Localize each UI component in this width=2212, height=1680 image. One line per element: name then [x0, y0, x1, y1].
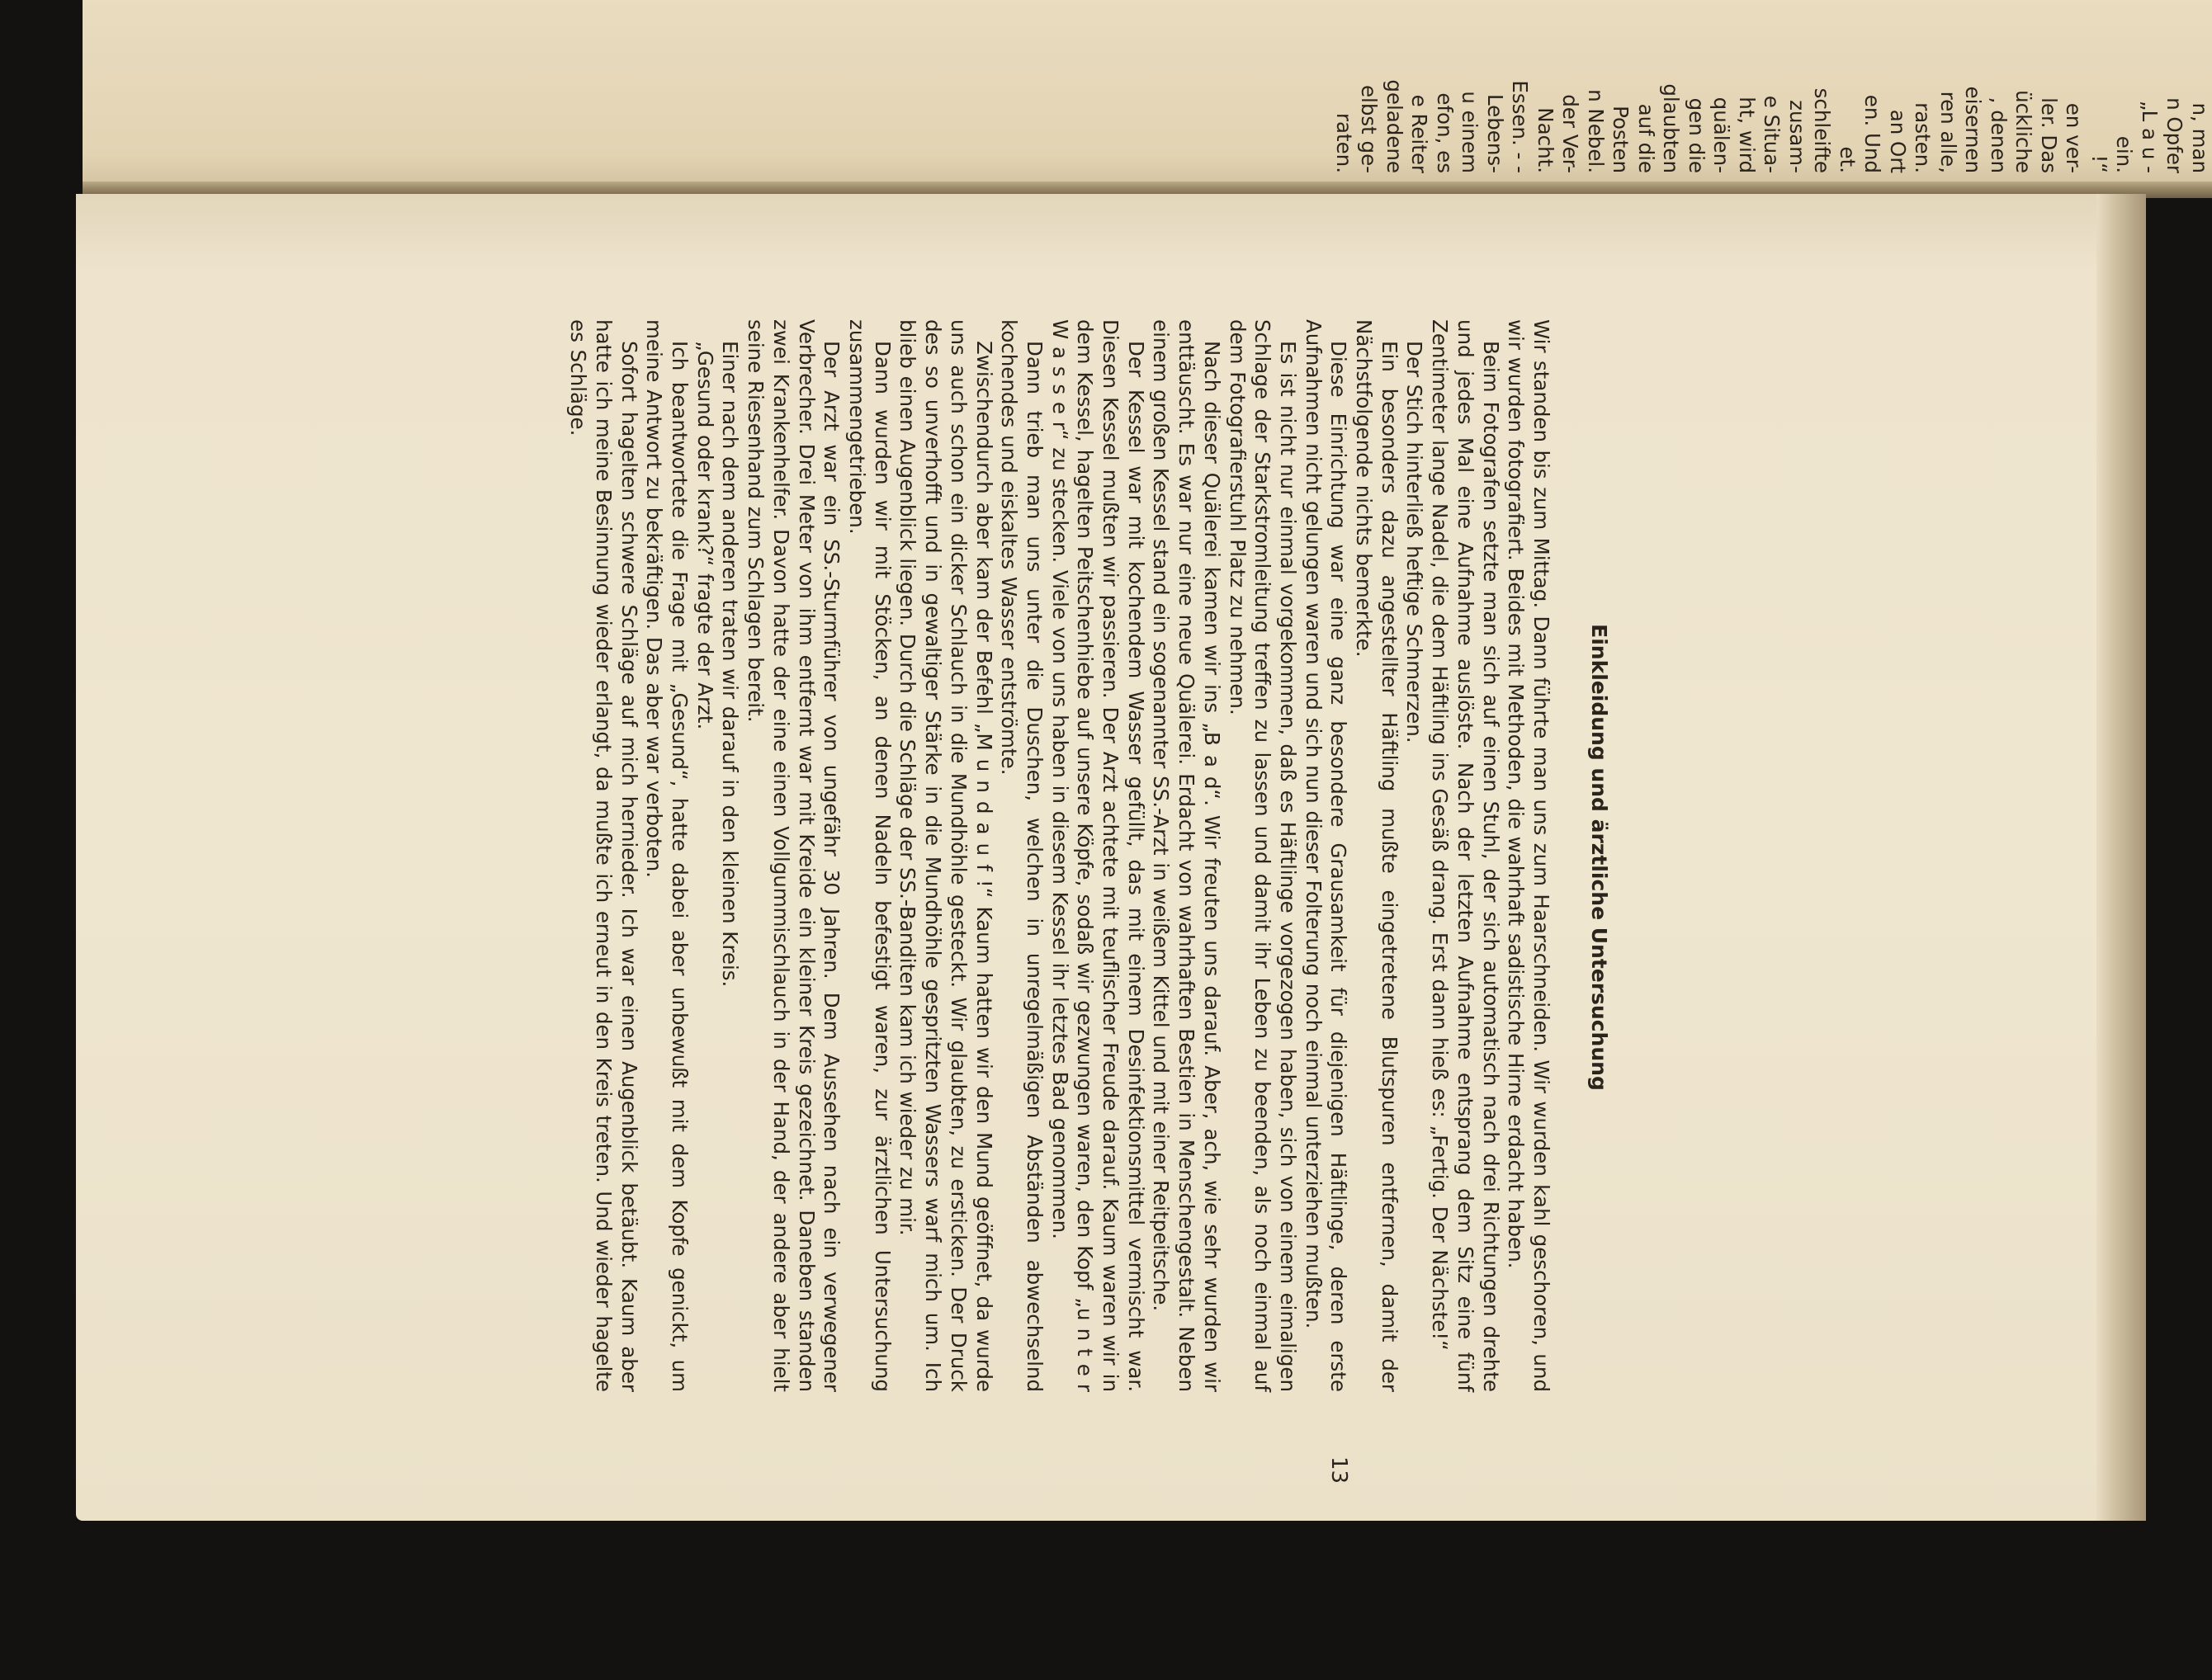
- body-paragraph: Der Arzt war ein SS.-Sturmführer von ungefähr 30 Jahren. Dem Aussehen nach ein verwegener Verbrecher. Drei Meter von ihm entfernt war mit Kreide ein kleiner Kreis gezeichnet. Daneben standen zwei Krankenhelfer. Davon hatte der eine einen Vollgummischlauch in der Hand, der andere aber hielt seine Riesenhand zum Schlagen bereit.: [744, 319, 844, 1392]
- left-page-line-fragment: der Ver-: [1558, 94, 1583, 173]
- chapter-heading: Einkleidung und ärztliche Untersuchung: [1587, 624, 1611, 1091]
- body-paragraph: Der Kessel war mit kochendem Wasser gefüllt, das mit einem Desinfektionsmittel vermischt war. Diesen Kessel mußten wir passieren. Der Arzt achtete mit teuflischer Freude darauf. Kaum waren wir in dem Kessel, hagelten Peitschenhiebe auf unsere Köpfe, sodaß wir gezwungen waren, den Kopf „u n t e r W a s s e r“ zu stecken. Viele von uns haben in diesem Kessel ihr letztes Bad genommen.: [1047, 319, 1148, 1392]
- left-page-text-fragments: [1331, 8, 2212, 173]
- left-page-line-fragment: ren alle,: [1936, 91, 1960, 173]
- page-number: 13: [1326, 1456, 1351, 1484]
- left-page-line-fragment: efon, es: [1433, 92, 1457, 173]
- left-page-line-fragment: en. Und: [1860, 94, 1885, 173]
- page-content-rotated: [76, 194, 2139, 1521]
- body-paragraph: Zwischendurch aber kam der Befehl „M u n d a u f !“ Kaum hatten wir den Mund geöffnet, da wurde uns auch schon ein dicker Schlauch in die Mundhöhle gesteckt. Wir glaubten, zu ersticken. Der Druck des so unverhofft und in gewaltiger Stärke in die Mundhöhle gespritzten Wassers warf mich um. Ich blieb einen Augenblick liegen. Durch die Schläge der SS.-Banditen kam ich wieder zu mir.: [896, 319, 996, 1392]
- left-page-line-fragment: !“: [2087, 154, 2111, 173]
- left-page-line-fragment: elbst ge-: [1357, 84, 1382, 173]
- left-page-line-fragment: Posten: [1609, 106, 1633, 173]
- page-edge: [2096, 194, 2146, 1521]
- left-page-line-fragment: geladene: [1382, 79, 1406, 173]
- left-page-line-fragment: ht, wird: [1735, 97, 1759, 173]
- left-page-line-fragment: u einem: [1458, 91, 1482, 173]
- body-paragraph: Es ist nicht nur einmal vorgekommen, daß es Häftlinge vorgezogen haben, sich von einem eimaligen Schlage der Starkstromleitung treffen zu lassen und damit ihr Leben zu beenden, als noch einmal auf dem Fotografierstuhl Platz zu nehmen.: [1225, 319, 1300, 1392]
- body-paragraph: Ein besonders dazu angestellter Häftling mußte eingetretene Blutspuren entfernen, damit der Nächstfolgende nichts bemerkte.: [1352, 319, 1401, 1392]
- left-page-line-fragment: n Opfer: [2162, 97, 2187, 173]
- body-paragraph: „Gesund oder krank?“ fragte der Arzt.: [692, 341, 717, 730]
- left-page-line-fragment: auf die: [1634, 103, 1658, 173]
- left-page: [83, 0, 2212, 194]
- body-text-column: [565, 319, 1553, 1392]
- right-page: [76, 194, 2139, 1521]
- body-paragraph: Dann trieb man uns unter die Duschen, welchen in unregelmäßigen Abständen abwechselnd kochendes und eiskaltes Wasser entströmte.: [997, 319, 1047, 1392]
- left-page-line-fragment: eisernen: [1961, 86, 1986, 173]
- left-page-line-fragment: quälen-: [1709, 97, 1734, 173]
- left-page-line-fragment: rasten.: [1911, 102, 1936, 173]
- body-paragraph: Dann wurden wir mit Stöcken, an denen Nadeln befestigt waren, zur ärztlichen Untersuchung zusammengetrieben.: [845, 319, 895, 1392]
- left-page-line-fragment: glaubten: [1659, 83, 1684, 173]
- left-page-line-fragment: schleifte: [1810, 87, 1835, 173]
- left-page-rotated: [83, 0, 2212, 194]
- left-page-line-fragment: ückliche: [2011, 90, 2036, 173]
- left-page-line-fragment: ein.: [2112, 135, 2137, 173]
- left-page-line-fragment: Lebens-: [1483, 93, 1507, 173]
- left-page-line-fragment: e Situa-: [1760, 95, 1784, 173]
- left-page-line-fragment: zusam-: [1785, 100, 1809, 173]
- left-page-line-fragment: en ver-: [2062, 102, 2087, 173]
- left-page-line-fragment: Essen. - -: [1508, 80, 1533, 173]
- left-page-line-fragment: e Reiter: [1407, 94, 1432, 173]
- body-paragraph: Wir standen bis zum Mittag. Dann führte man uns zum Haarschneiden. Wir wurden kahl geschoren, und wir wurden fotografiert. Beides mit Methoden, die wahrhaft sadistische Hirne erdacht haben.: [1504, 319, 1553, 1392]
- left-page-line-fragment: gen die: [1685, 97, 1709, 173]
- body-paragraph: Diese Einrichtung war eine ganz besondere Grausamkeit für diejenigen Häftlinge, deren erste Aufnahmen nicht gelungen waren und sich nun dieser Folterung noch einmal unterziehen mußten.: [1301, 319, 1351, 1392]
- body-paragraph: Beim Fotografen setzte man sich auf einen Stuhl, der sich automatisch nach drei Richtungen drehte und jedes Mal eine Aufnahme auslöste. Nach der letzten Aufnahme entsprang dem Sitz eine fünf Zentimeter lange Nadel, die dem Häftling ins Gesäß drang. Erst dann hieß es: „Fertig. Der Nächste!“: [1428, 319, 1503, 1392]
- left-page-line-fragment: an Ort: [1886, 109, 1910, 173]
- left-page-line-fragment: Nacht.: [1534, 107, 1557, 173]
- left-page-line-fragment: raten.: [1332, 112, 1356, 173]
- left-page-line-fragment: et.: [1836, 146, 1860, 173]
- body-paragraph: Sofort hagelten schwere Schläge auf mich hernieder. Ich war einen Augenblick betäubt. Kaum aber hatte ich meine Besinnung wieder erlangt, da mußte ich erneut in den Kreis treten. Und wieder hagelte es Schläge.: [566, 319, 641, 1392]
- body-paragraph: Ich beantwortete die Frage mit „Gesund“, hatte dabei aber unbewußt mit dem Kopfe genickt, um meine Antwort zu bekräftigen. Das aber war verboten.: [642, 319, 692, 1392]
- body-paragraph: Der Stich hinterließ heftige Schmerzen.: [1402, 341, 1427, 743]
- body-paragraph: Einer nach dem anderen traten wir darauf in den kleinen Kreis.: [718, 341, 743, 988]
- left-page-line-fragment: „L a u -: [2138, 100, 2162, 173]
- body-paragraph: Nach dieser Quälerei kamen wir ins „B a d“. Wir freuten uns darauf. Aber, ach, wie sehr wurden wir enttäuscht. Es war nur eine neue Quälerei. Erdacht von wahrhaften Bestien in Menschengestalt. Neben einem großen Kessel stand ein sogenannter SS.-Arzt in weißem Kittel und mit einer Reitpeitsche.: [1149, 319, 1224, 1392]
- left-page-line-fragment: , denen: [1987, 97, 2011, 173]
- left-page-line-fragment: n Nebel.: [1584, 89, 1608, 173]
- left-page-line-fragment: n, man: [2188, 102, 2212, 173]
- left-page-line-fragment: ler. Das: [2037, 97, 2061, 173]
